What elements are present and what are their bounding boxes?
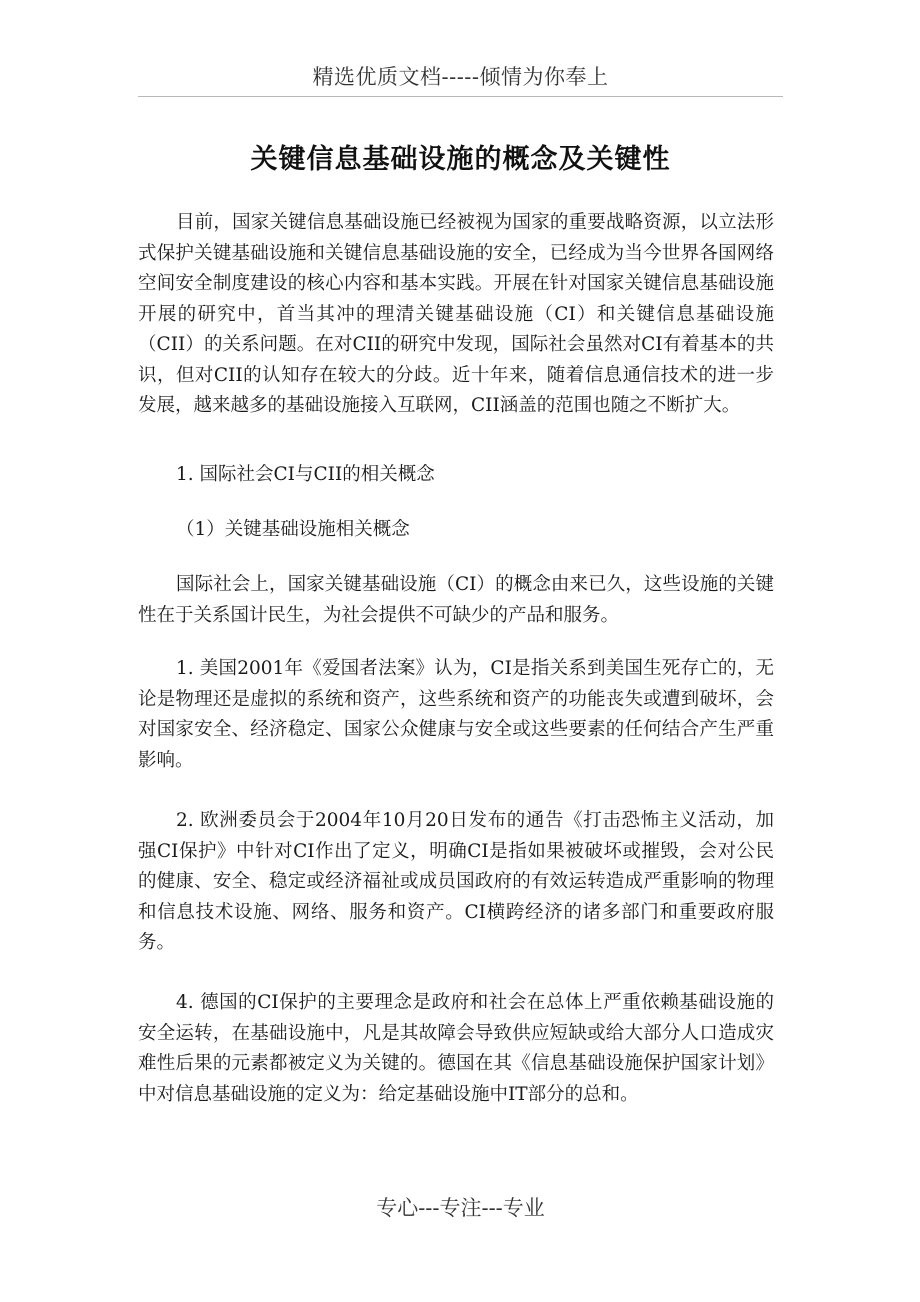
paragraph-germany: 4. 德国的CI保护的主要理念是政府和社会在总体上严重依赖基础设施的安全运转，在基础设施中，凡是其故障会导致供应短缺或给大部分人口造成灾难性后果的元素都被定义为关键的。德国在其《信息基础设施保护国家计划》中对信息基础设施的定义为：给定基础设施中IT部分的总和。 bbox=[138, 992, 774, 1105]
section-heading: 1. 国际社会CI与CII的相关概念 bbox=[176, 464, 435, 485]
paragraph-ci-concept: 国际社会上，国家关键基础设施（CI）的概念由来已久，这些设施的关键性在于关系国计民生，为社会提供不可缺少的产品和服务。 bbox=[138, 574, 774, 626]
paragraph-europe: 2. 欧洲委员会于2004年10月20日发布的通告《打击恐怖主义活动，加强CI保护》中针对CI作出了定义，明确CI是指如果被破坏或摧毁，会对公民的健康、安全、稳定或经济福祉或成员国政府的有效运转造成严重影响的物理和信息技术设施、网络、服务和资产。CI横跨经济的诸多部门和重要政府服务。 bbox=[138, 810, 774, 953]
subsection-heading: （1）关键基础设施相关概念 bbox=[176, 519, 410, 540]
paragraph-usa: 1. 美国2001年《爱国者法案》认为，CI是指关系到美国生死存亡的，无论是物理还是虚拟的系统和资产，这些系统和资产的功能丧失或遭到破坏，会对国家安全、经济稳定、国家公众健康与安全或这些要素的任何结合产生严重影响。 bbox=[138, 658, 774, 771]
page-footer: 专心---专注---专业 bbox=[376, 1196, 545, 1220]
page-header: 精选优质文档-----倾情为你奉上 bbox=[138, 62, 783, 97]
paragraph-intro: 目前，国家关键信息基础设施已经被视为国家的重要战略资源，以立法形式保护关键基础设施和关键信息基础设施的安全，已经成为当今世界各国网络空间安全制度建设的核心内容和基本实践。开展在针对国家关键信息基础设施开展的研究中，首当其冲的理清关键基础设施（CI）和关键信息基础设施（CII）的关系问题。在对CII的研究中发现，国际社会虽然对CI有着基本的共识，但对CII的认知存在较大的分歧。近十年来，随着信息通信技术的进一步发展，越来越多的基础设施接入互联网，CII涵盖的范围也随之不断扩大。 bbox=[138, 212, 774, 416]
document-title: 关键信息基础设施的概念及关键性 bbox=[250, 144, 671, 175]
